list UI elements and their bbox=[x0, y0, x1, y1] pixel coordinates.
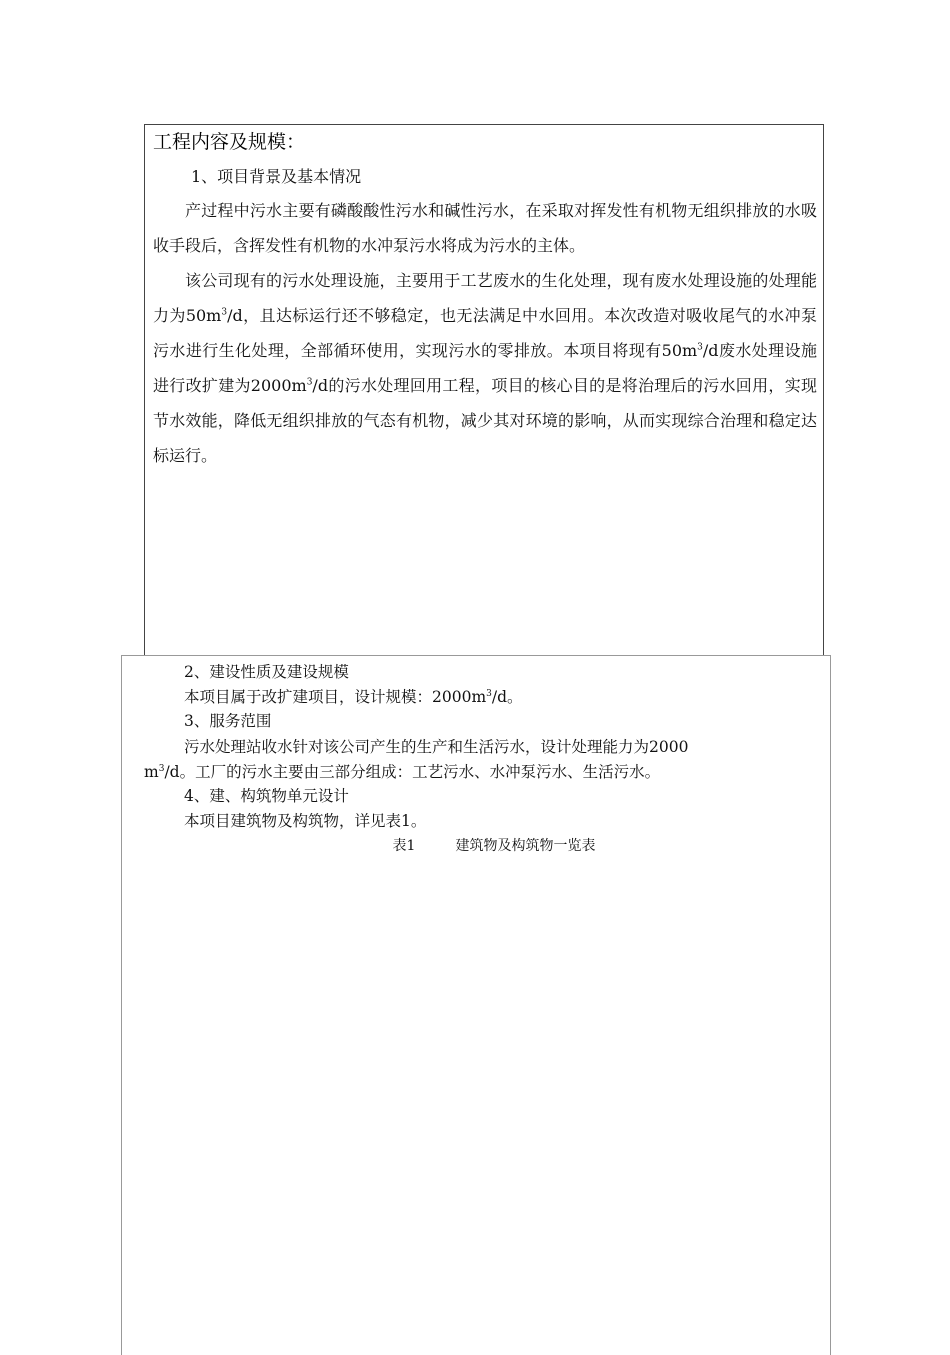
heading-construction-nature: 2、建设性质及建设规模 bbox=[184, 663, 349, 681]
paragraph-existing-facilities: 该公司现有的污水处理设施，主要用于工艺废水的生化处理，现有废水处理设施的处理能力为$50m^3/d$，且达标运行还不够稳定，也无法满足中水回用。本次改造对吸收尾气的水冲泵污水进行生化处理，全部循环使用，实现污水的零排放。本项目将现有$50m^3/d$废水处理设施进行改扩建为$2000m^3/d$的污水处理回用工程，项目的核心目的是将治理后的污水回用，实现节水效能，降低无组织排放的气态有机物，减少其对环境的影响，从而实现综合治理和稳定达标运行。 bbox=[153, 271, 817, 465]
table-caption: 表1 建筑物及构筑物一览表 bbox=[392, 838, 596, 854]
line-buildings-reference: 本项目建筑物及构筑物，详见表1。 bbox=[184, 812, 427, 830]
project-content-box bbox=[144, 124, 824, 656]
paragraph-sewage-sources: 产过程中污水主要有磷酸酸性污水和碱性污水，在采取对挥发性有机物无组织排放的水吸收手段后，含挥发性有机物的水冲泵污水将成为污水的主体。 bbox=[153, 201, 817, 255]
subheading-background: 1、项目背景及基本情况 bbox=[191, 167, 362, 186]
heading-service-scope: 3、服务范围 bbox=[184, 712, 272, 730]
line-service-scope-1: 污水处理站收水针对该公司产生的生产和生活污水，设计处理能力为2000 bbox=[184, 738, 689, 756]
line-service-scope-2: $m^3/d$。工厂的污水主要由三部分组成：工艺污水、水冲泵污水、生活污水。 bbox=[144, 763, 661, 781]
construction-scale-box bbox=[121, 655, 831, 1355]
heading-building-units: 4、建、构筑物单元设计 bbox=[184, 787, 349, 805]
line-design-scale: 本项目属于改扩建项目，设计规模：$2000m^3/d$。 bbox=[184, 688, 523, 706]
section-heading: 工程内容及规模： bbox=[153, 131, 306, 153]
